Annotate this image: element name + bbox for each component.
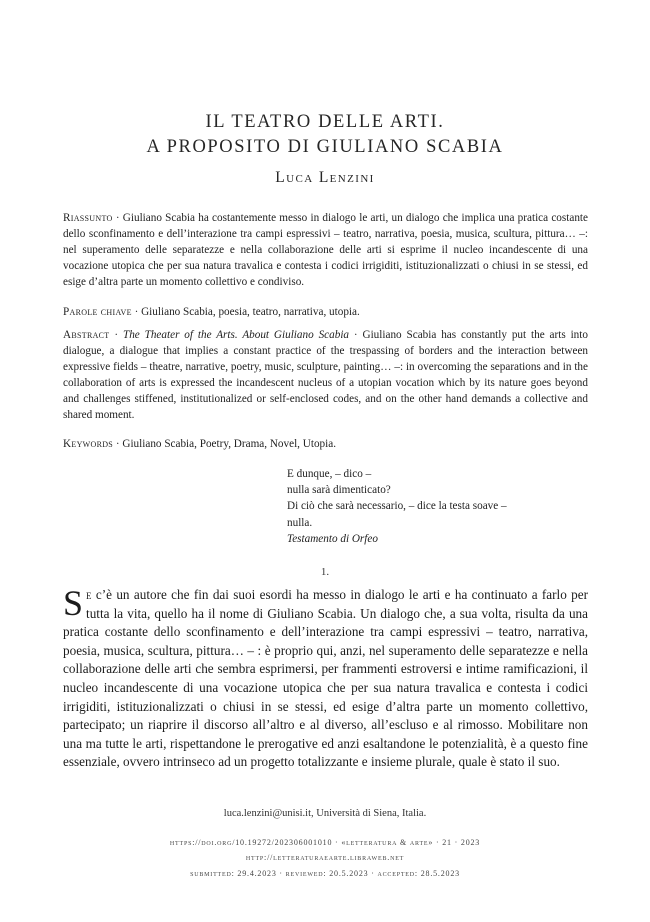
epigraph-line: Di ciò che sarà necessario, – dice la testa soave – — [287, 500, 507, 513]
title-line-1: IL TEATRO DELLE ARTI. — [205, 112, 445, 132]
abstract-text: · Giuliano Scabia has constantly put the arts into dialogue, a dialogue that implies a constant practice of the trespassing of borders and the interaction between expressive fields – theatre, narrative, poetry, music, sculpture, painting… –: in overcoming the separations and in the collaboration of arts is expressed the incandescent nucleus of a utopian vocation which by its nature goes beyond and challenges stiffened, institutionalized or self-enclosed codes, and on the other hand demands a collective and shared moment. — [63, 329, 588, 421]
doi-line: https://doi.org/10.19272/202306001010 · «letteratura & arte» · 21 · 2023 — [169, 838, 481, 847]
parole-chiave-paragraph — [63, 305, 588, 321]
title-line-2: A PROPOSITO DI GIULIANO SCABIA — [146, 137, 504, 157]
epigraph — [287, 466, 567, 547]
abstract-paragraph — [63, 328, 588, 423]
submission-dates-line: submitted: 29.4.2023 · reviewed: 20.5.2023 · accepted: 28.5.2023 — [190, 869, 460, 878]
abstract-label: Abstract — [63, 329, 110, 341]
riassunto-text: · Giuliano Scabia ha costantemente messo in dialogo le arti, un dialogo che implica una pratica costante dello sconfinamento e dell’interazione tra campi espressivi – teatro, narrativa, poesia, musica, scultura, pittura… –: nel superamento delle separatezze e nella collaborazione delle arti si esprime il nucleo incandescente di una vocazione utopica che per sua natura travalica e contesta i codici irrigiditi, istituzionalizzati o chiusi in se stessi, ed esige d’altra parte un momento collettivo e condiviso. — [63, 212, 588, 288]
epigraph-line: nulla sarà dimenticato? — [287, 484, 391, 497]
keywords-paragraph — [63, 437, 588, 453]
abstract-title: The Theater of the Arts. About Giuliano Scabia — [122, 329, 350, 341]
epigraph-line: E dunque, – dico – — [287, 468, 372, 480]
parole-chiave-text: · Giuliano Scabia, poesia, teatro, narrativa, utopia. — [131, 306, 360, 318]
body-first-word: e — [86, 587, 92, 602]
drop-cap: S — [63, 583, 84, 623]
body-paragraph — [63, 583, 588, 772]
section-number: 1. — [320, 566, 330, 578]
epigraph-source: Testamento di Orfeo — [287, 532, 378, 545]
body-text: c’è un autore che fin dai suoi esordi ha messo in dialogo le arti e ha continuato a farlo per tutta la vita, quello ha il nome di Giuliano Scabia. Un dialogo che, a sua volta, risulta da una pratica costante dello sconfinamento e dell’interazione tra campi espressivi – teatro, narrativa, poesia, musica, scultura, pittura… – : è proprio qui, anzi, nel superamento delle separatezze e nella collaborazione delle arti che sembra esprimersi, per frammenti estroversi e intime ramificazioni, il nucleo incandescente di una vocazione utopica che per sua natura travalica e contesta i codici irrigiditi, istituzionalizzati o chiusi in se stessi, ed esige d’altra parte un momento collettivo, partecipato; un riaprire il discorso all’altro e al diverso, all’escluso e al rimosso. Mobilitare non una ma tutte le arti, rispettandone le prerogative ed anzi esaltandone le potenzialità, è a questo fine essenziale, ovvero intrinseco ad un progetto totalizzante e insieme plurale, quale è stato il suo. — [63, 587, 588, 770]
riassunto-label: Riassunto — [63, 212, 113, 224]
abstract-sep: · — [109, 329, 123, 341]
riassunto-paragraph — [63, 211, 588, 291]
keywords-text: · Giuliano Scabia, Poetry, Drama, Novel, Utopia. — [113, 438, 337, 450]
parole-chiave-label: Parole chiave — [63, 306, 132, 318]
author-name: Luca Lenzini — [275, 169, 375, 186]
epigraph-line: nulla. — [287, 516, 313, 529]
article-title — [0, 110, 650, 160]
keywords-label: Keywords — [63, 438, 114, 450]
author-affiliation-footnote: luca.lenzini@unisi.it, Università di Siena, Italia. — [223, 808, 427, 819]
journal-url-line: http://letteraturaearte.libraweb.net — [245, 853, 405, 862]
